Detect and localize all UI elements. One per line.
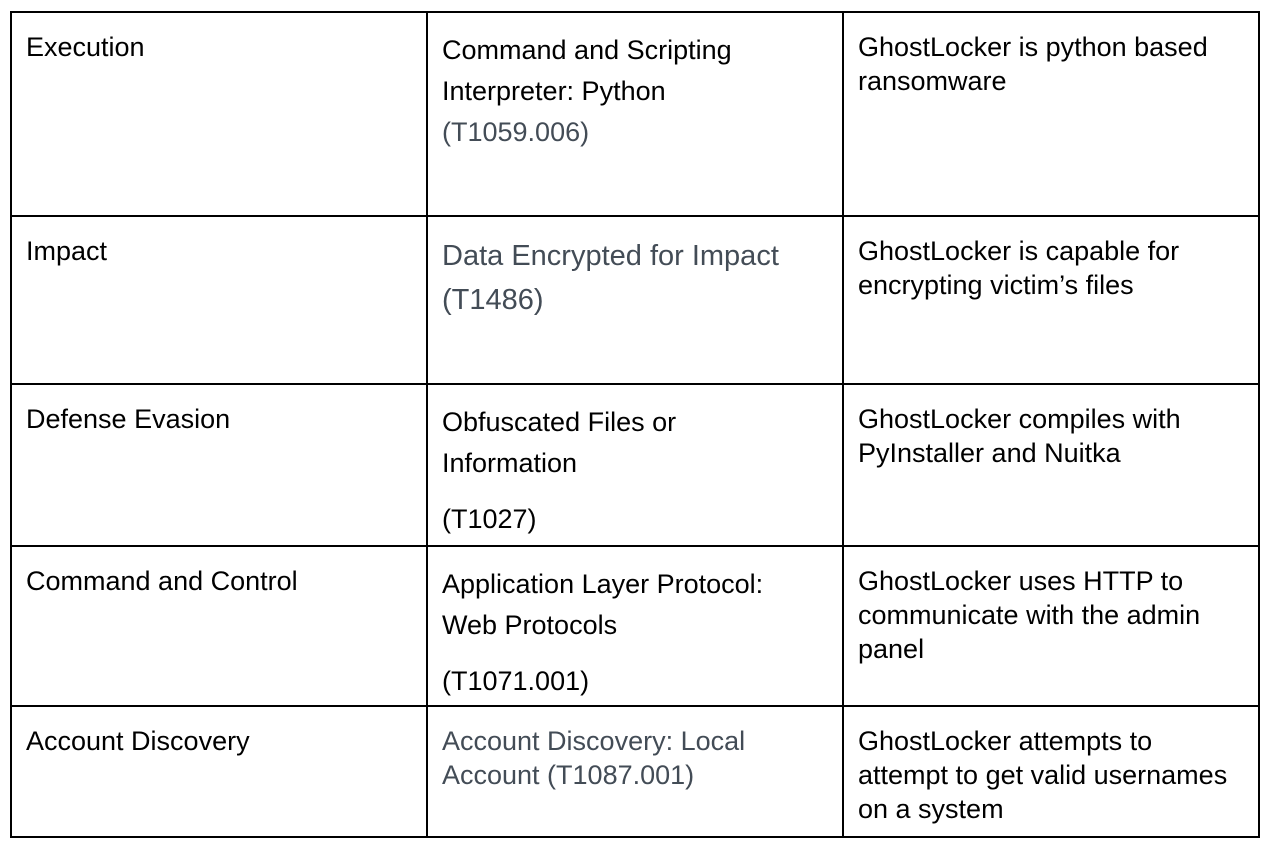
technique-name: Web Protocols [442,610,618,640]
technique-cell [427,706,843,837]
technique-name-link[interactable]: Data Encrypted for Impact [442,240,779,272]
tactic-label: Defense Evasion [26,404,231,434]
table-row [11,706,1259,837]
technique-description: GhostLocker is capable for encrypting victim’s files [858,236,1180,300]
tactic-label: Execution [26,32,145,62]
description-cell [843,706,1259,837]
tactic-label: Command and Control [26,566,298,596]
technique-name: Information [442,448,578,478]
description-cell [843,216,1259,384]
description-cell [843,384,1259,546]
technique-description: GhostLocker compiles with PyInstaller and Nuitka [858,404,1181,468]
tactic-cell [11,384,427,546]
technique-cell [427,384,843,546]
technique-name: Application Layer Protocol: [442,569,764,599]
technique-id: (T1027) [442,504,537,534]
tactic-cell [11,546,427,706]
technique-name: Interpreter: Python [442,76,666,106]
table-row [11,216,1259,384]
description-cell [843,12,1259,216]
technique-id-link[interactable]: (T1486) [442,284,544,316]
tactic-cell [11,216,427,384]
technique-id: (T1071.001) [442,666,590,696]
technique-cell [427,216,843,384]
table-row [11,384,1259,546]
technique-name: Obfuscated Files or [442,407,677,437]
table-row [11,12,1259,216]
technique-description: GhostLocker is python based ransomware [858,32,1208,96]
technique-description: GhostLocker attempts to attempt to get valid usernames on a system [858,726,1228,824]
mitre-attack-table [10,11,1260,838]
technique-name: Command and Scripting [442,35,732,65]
description-cell [843,546,1259,706]
technique-id-link[interactable]: (T1059.006) [442,117,590,147]
tactic-cell [11,12,427,216]
technique-name-link[interactable]: Account Discovery: Local Account (T1087.001) [442,726,746,790]
technique-description: GhostLocker uses HTTP to communicate with the admin panel [858,566,1201,664]
table-row [11,546,1259,706]
tactic-cell [11,706,427,837]
technique-cell [427,12,843,216]
tactic-label: Impact [26,236,108,266]
technique-cell [427,546,843,706]
tactic-label: Account Discovery [26,726,250,756]
